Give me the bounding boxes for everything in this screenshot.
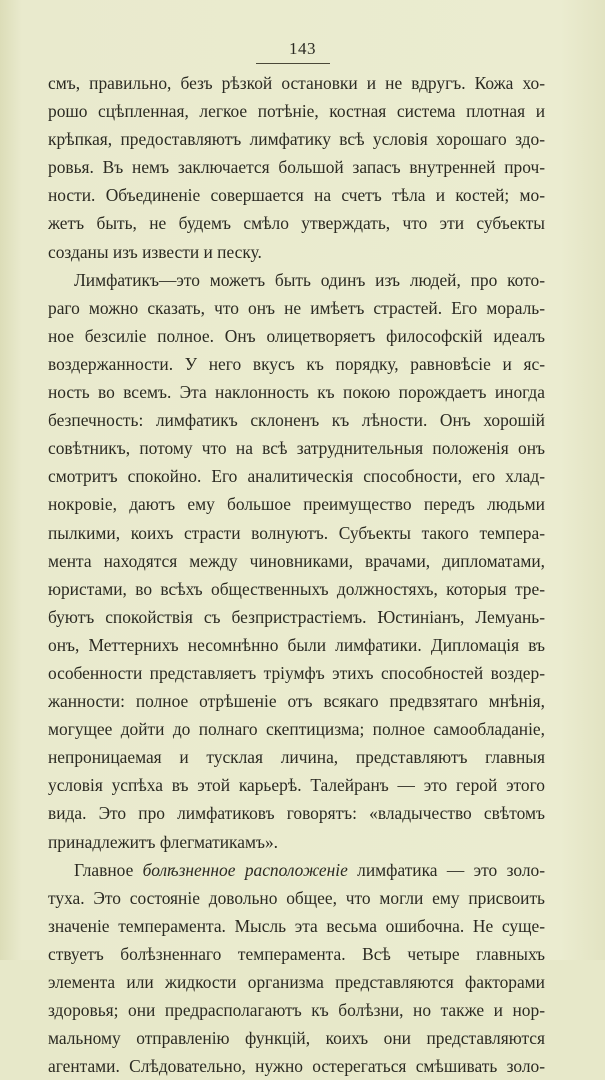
text-line: могущее дойти до полнаго скептицизма; полное самообладаніе, [48, 719, 545, 740]
text-line: нокровіе, даютъ ему большое преимущество передъ людьми [48, 494, 545, 515]
text-line: онъ, Меттернихъ несомнѣнно были лимфатики. Дипломація въ [48, 634, 545, 655]
text-line: юристами, во всѣхъ общественныхъ должностяхъ, которыя тре- [48, 578, 545, 599]
text-line: рошо сцѣпленная, легкое потѣніе, костная система плотная и [48, 101, 545, 122]
text-line: созданы изъ извести и песку. [48, 241, 262, 262]
text-line: ное безсиліе полное. Онъ олицетворяетъ философскій идеалъ [48, 325, 545, 346]
text-line: совѣтникъ, потому что на всѣ затруднительныя положенія онъ [48, 438, 545, 459]
text-line: жетъ быть, не будемъ смѣло утверждать, что эти субъекты [48, 213, 545, 234]
text-line: крѣпкая, предоставляютъ лимфатику всѣ условія хорошаго здо- [48, 129, 545, 150]
text-line: смотритъ спокойно. Его аналитическія способности, его хлад- [48, 466, 545, 487]
text-line: жанности: полное отрѣшеніе отъ всякаго предвзятаго мнѣнія, [48, 691, 545, 712]
text-span: лимфатика — это золо- [347, 859, 545, 880]
italic-term: болѣзненное расположеніе [142, 859, 348, 880]
text-line: мента находятся между чиновниками, врачами, дипломатами, [48, 550, 545, 571]
text-line: принадлежитъ флегматикамъ». [48, 831, 278, 852]
text-line: вида. Это про лимфатиковъ говорятъ: «владычество свѣтомъ [48, 803, 545, 824]
text-line: воздержанности. У него вкусъ къ порядку, равновѣсіе и яс- [48, 353, 545, 374]
text-line: агентами. Слѣдовательно, нужно остерегаться смѣшивать золо- [48, 1056, 545, 1077]
text-line: смъ, правильно, безъ рѣзкой остановки и не вдругъ. Кожа хо- [48, 73, 545, 93]
text-line: буютъ спокойствія съ безпристрастіемъ. Юстиніанъ, Лемуань- [48, 606, 545, 627]
text-line: ности. Объединеніе совершается на счетъ тѣла и костей; мо- [48, 185, 545, 206]
text-line: условія успѣха въ этой карьерѣ. Талейранъ — это герой этого [48, 775, 545, 796]
text-line: особенности представляетъ тріумфъ этихъ способностей воздер- [48, 662, 545, 683]
text-line: туха. Это состояніе довольно общее, что могли ему присвоить [48, 887, 545, 908]
text-line: ность во всемъ. Эта наклонность къ покою порождаетъ иногда [48, 382, 545, 403]
text-line: Лимфатикъ—это можетъ быть одинъ изъ людей, про кото- [74, 269, 545, 290]
page-number-rule [256, 63, 330, 64]
text-span: Главное [74, 859, 143, 880]
text-line: раго можно сказать, что онъ не имѣетъ страстей. Его мораль- [48, 297, 545, 318]
text-line: здоровья; они предрасполагаютъ къ болѣзни, но также и нор- [48, 1000, 545, 1021]
text-line: ровья. Въ немъ заключается большой запасъ внутренней проч- [48, 157, 545, 178]
text-line: непроницаемая и тусклая личина, представляютъ главныя [48, 747, 545, 768]
text-line [48, 856, 545, 884]
text-line: безпечность: лимфатикъ склоненъ къ лѣности. Онъ хорошій [48, 410, 545, 431]
text-line: ствуетъ болѣзненнаго темперамента. Всѣ четыре главныхъ [48, 943, 545, 964]
text-line: пылкими, коихъ страсти волнуютъ. Субъекты такого темпера- [48, 522, 545, 543]
body-text [48, 69, 545, 1080]
text-line: мальному отправленію функцій, коихъ они представляются [48, 1028, 545, 1049]
page-number: 143 [289, 39, 316, 58]
text-line: значеніе темперамента. Мысль эта весьма ошибочна. Не суще- [48, 915, 545, 936]
text-line: элемента или жидкости организма представляются факторами [48, 972, 545, 992]
